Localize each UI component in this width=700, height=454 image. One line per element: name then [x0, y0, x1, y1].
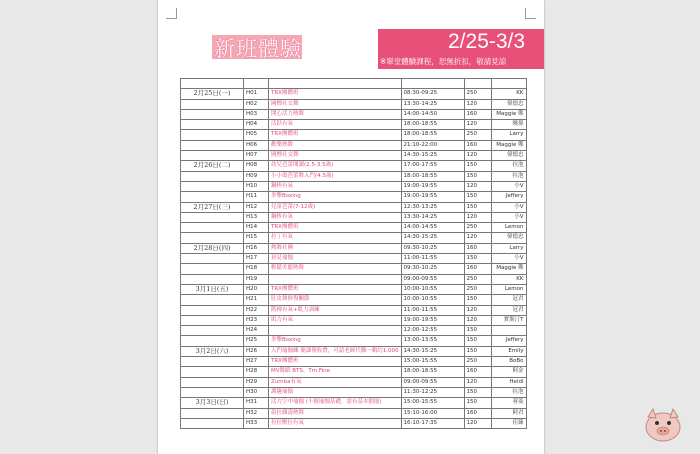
- table-row: [181, 192, 527, 202]
- date-cell: 2月28日(四): [181, 243, 244, 253]
- time-cell: 08:30-09:25: [401, 89, 464, 99]
- time-cell: 15:00-15:55: [401, 357, 464, 367]
- table-row: [181, 326, 527, 336]
- coach-cell: 偉德忠: [491, 151, 526, 161]
- time-cell: 13:30-14:25: [401, 99, 464, 109]
- date-cell: [181, 377, 244, 387]
- price-cell: 250: [464, 223, 491, 233]
- class-cell: 鋼棒有氧: [269, 212, 402, 222]
- price-cell: 160: [464, 408, 491, 418]
- price-cell: 120: [464, 151, 491, 161]
- class-cell: 兒童芭蕾(7-12歲): [269, 202, 402, 212]
- coach-cell: [491, 326, 526, 336]
- time-cell: 17:00-17:55: [401, 161, 464, 171]
- date-cell: 2月25日(一): [181, 89, 244, 99]
- coach-cell: 冠君: [491, 305, 526, 315]
- coach-cell: Jeffery: [491, 192, 526, 202]
- date-cell: 3月3日(日): [181, 398, 244, 408]
- class-cell: 國標社交舞: [269, 151, 402, 161]
- price-cell: 250: [464, 274, 491, 284]
- class-cell: [269, 274, 402, 284]
- date-cell: [181, 140, 244, 150]
- code-cell: H24: [244, 326, 269, 336]
- margin-corner-mark: [166, 8, 177, 19]
- class-cell: [269, 79, 402, 89]
- table-row: [181, 357, 527, 367]
- code-cell: H25: [244, 336, 269, 346]
- table-row: [181, 254, 527, 264]
- time-cell: 18:00-18:55: [401, 171, 464, 181]
- table-row: [181, 233, 527, 243]
- table-row: [181, 130, 527, 140]
- date-cell: [181, 408, 244, 418]
- table-row: [181, 295, 527, 305]
- date-cell: [181, 357, 244, 367]
- date-range: 2/25-3/3: [448, 30, 526, 53]
- code-cell: H30: [244, 387, 269, 397]
- code-cell: H19: [244, 274, 269, 284]
- date-cell: [181, 130, 244, 140]
- code-cell: H29: [244, 377, 269, 387]
- date-cell: 3月1日(五): [181, 284, 244, 294]
- price-cell: 120: [464, 181, 491, 191]
- date-cell: [181, 181, 244, 191]
- coach-cell: 實斯汀T: [491, 315, 526, 325]
- price-cell: 150: [464, 387, 491, 397]
- coach-cell: Emily: [491, 346, 526, 356]
- coach-cell: 冠君: [491, 295, 526, 305]
- code-cell: H14: [244, 223, 269, 233]
- time-cell: 09:30-10:25: [401, 243, 464, 253]
- margin-corner-mark: [525, 8, 536, 19]
- date-cell: [181, 264, 244, 274]
- code-cell: H04: [244, 120, 269, 130]
- time-cell: 13:30-14:25: [401, 212, 464, 222]
- class-cell: 輕鬆美麗熱舞: [269, 264, 402, 274]
- coach-cell: 拉泡: [491, 387, 526, 397]
- coach-cell: KK: [491, 89, 526, 99]
- date-cell: [181, 109, 244, 119]
- coach-cell: 偉德忠: [491, 233, 526, 243]
- date-cell: [181, 254, 244, 264]
- code-cell: H27: [244, 357, 269, 367]
- time-cell: [401, 79, 464, 89]
- table-row: [181, 398, 527, 408]
- class-cell: 小小鴿芭蕾舞入門(4.5歲): [269, 171, 402, 181]
- price-cell: [464, 79, 491, 89]
- code-cell: H07: [244, 151, 269, 161]
- code-cell: H31: [244, 398, 269, 408]
- time-cell: 18:00-18:55: [401, 367, 464, 377]
- coach-cell: 偉德忠: [491, 99, 526, 109]
- time-cell: 21:10-22:00: [401, 140, 464, 150]
- price-cell: 150: [464, 202, 491, 212]
- class-cell: 初見瑜伽: [269, 254, 402, 264]
- date-cell: [181, 305, 244, 315]
- code-cell: H33: [244, 418, 269, 428]
- code-cell: H10: [244, 181, 269, 191]
- time-cell: 12:00-12:55: [401, 326, 464, 336]
- price-cell: 150: [464, 346, 491, 356]
- class-cell: 熱舞社團: [269, 243, 402, 253]
- schedule-table: [180, 78, 527, 429]
- coach-cell: 曉偉: [491, 120, 526, 130]
- class-cell: 鋼棒有氧: [269, 181, 402, 191]
- coach-cell: 小V: [491, 202, 526, 212]
- code-cell: H12: [244, 202, 269, 212]
- coach-cell: Heidi: [491, 377, 526, 387]
- table-row: [181, 274, 527, 284]
- coach-cell: 佳臻: [491, 418, 526, 428]
- class-cell: 幼兒芭蕾閱讀(2.5-3.5歲): [269, 161, 402, 171]
- date-cell: 2月26日(二): [181, 161, 244, 171]
- time-cell: 14:30-15:25: [401, 346, 464, 356]
- document-title: 新班體驗: [214, 37, 302, 61]
- price-cell: 160: [464, 109, 491, 119]
- table-row: [181, 223, 527, 233]
- date-cell: [181, 274, 244, 284]
- date-cell: [181, 233, 244, 243]
- date-cell: [181, 315, 244, 325]
- code-cell: H20: [244, 284, 269, 294]
- time-cell: 15:10-16:00: [401, 408, 464, 418]
- coach-cell: 阿金: [491, 367, 526, 377]
- date-cell: [181, 99, 244, 109]
- date-cell: [181, 295, 244, 305]
- price-cell: 150: [464, 254, 491, 264]
- date-cell: [181, 120, 244, 130]
- price-cell: 120: [464, 315, 491, 325]
- class-cell: 入門瑜伽練 簡課僅收費，可請老師代購一顆約1,000: [269, 346, 402, 356]
- coach-cell: Larry: [491, 243, 526, 253]
- price-cell: 120: [464, 99, 491, 109]
- coach-cell: 拉泡: [491, 161, 526, 171]
- coach-cell: KK: [491, 274, 526, 284]
- table-row: [181, 181, 527, 191]
- date-cell: [181, 79, 244, 89]
- table-row: [181, 346, 527, 356]
- coach-cell: 小V: [491, 181, 526, 191]
- code-cell: H18: [244, 264, 269, 274]
- time-cell: 10:00-10:55: [401, 295, 464, 305]
- date-cell: [181, 387, 244, 397]
- code-cell: H16: [244, 243, 269, 253]
- class-cell: 歡樂熱舞: [269, 140, 402, 150]
- class-cell: 拳擊Boxing: [269, 192, 402, 202]
- class-cell: MV舞蹈 BTS、Tm Fine: [269, 367, 402, 377]
- class-cell: TRX團體班: [269, 284, 402, 294]
- table-row: [181, 367, 527, 377]
- price-cell: 120: [464, 305, 491, 315]
- table-row: [181, 99, 527, 109]
- table-row: [181, 377, 527, 387]
- table-row: [181, 284, 527, 294]
- table-row: [181, 109, 527, 119]
- class-cell: Zumba有氧: [269, 377, 402, 387]
- time-cell: 11:00-11:55: [401, 254, 464, 264]
- date-cell: [181, 326, 244, 336]
- coach-cell: BoBo: [491, 357, 526, 367]
- code-cell: H28: [244, 367, 269, 377]
- code-cell: H17: [244, 254, 269, 264]
- price-cell: 150: [464, 161, 491, 171]
- class-cell: TRX團體班: [269, 89, 402, 99]
- time-cell: 19:00-19:55: [401, 192, 464, 202]
- date-cell: [181, 367, 244, 377]
- coach-cell: Jeffery: [491, 336, 526, 346]
- code-cell: H08: [244, 161, 269, 171]
- class-cell: 拳擊Boxing: [269, 336, 402, 346]
- time-cell: 15:00-15:55: [401, 398, 464, 408]
- class-cell: TRX團體班: [269, 223, 402, 233]
- table-row: [181, 305, 527, 315]
- time-cell: 10:00-10:55: [401, 284, 464, 294]
- code-cell: H23: [244, 315, 269, 325]
- code-cell: H01: [244, 89, 269, 99]
- date-cell: [181, 418, 244, 428]
- coach-cell: Maggie 鄭: [491, 109, 526, 119]
- table-row: [181, 171, 527, 181]
- date-cell: [181, 223, 244, 233]
- coach-cell: 小V: [491, 212, 526, 222]
- table-row: [181, 408, 527, 418]
- price-cell: 250: [464, 89, 491, 99]
- table-row: [181, 315, 527, 325]
- class-cell: 階梯有氧+肌力訓練: [269, 305, 402, 315]
- table-row: [181, 336, 527, 346]
- time-cell: 19:00-19:55: [401, 315, 464, 325]
- coach-cell: 阿君: [491, 408, 526, 418]
- class-cell: 開心活力熱舞: [269, 109, 402, 119]
- coach-cell: Lemon: [491, 223, 526, 233]
- table-row: [181, 161, 527, 171]
- class-cell: 國標社交舞: [269, 99, 402, 109]
- code-cell: H32: [244, 408, 269, 418]
- code-cell: H06: [244, 140, 269, 150]
- table-row: [181, 89, 527, 99]
- pig-logo-icon: [640, 405, 686, 445]
- date-cell: [181, 192, 244, 202]
- class-cell: 街拉雜壽熱舞: [269, 408, 402, 418]
- date-cell: 3月2日(六): [181, 346, 244, 356]
- class-cell: TRX團體班: [269, 357, 402, 367]
- price-cell: 120: [464, 212, 491, 222]
- code-cell: H21: [244, 295, 269, 305]
- price-cell: 150: [464, 336, 491, 346]
- price-cell: 150: [464, 326, 491, 336]
- time-cell: 14:30-15:25: [401, 233, 464, 243]
- code-cell: H05: [244, 130, 269, 140]
- price-cell: 150: [464, 171, 491, 181]
- coach-cell: Larry: [491, 130, 526, 140]
- table-row: [181, 264, 527, 274]
- price-cell: 120: [464, 418, 491, 428]
- price-cell: 160: [464, 367, 491, 377]
- price-cell: 160: [464, 140, 491, 150]
- time-cell: 09:00-09:55: [401, 274, 464, 284]
- time-cell: 12:30-13:25: [401, 202, 464, 212]
- price-cell: 160: [464, 264, 491, 274]
- code-cell: H11: [244, 192, 269, 202]
- date-cell: 2月27日(三): [181, 202, 244, 212]
- time-cell: 11:30-12:25: [401, 387, 464, 397]
- price-cell: 250: [464, 130, 491, 140]
- time-cell: 11:00-11:55: [401, 305, 464, 315]
- discount-note: ※單堂體驗課程，恕無折扣，敬請見諒: [380, 57, 507, 66]
- class-cell: 活跃有氧: [269, 120, 402, 130]
- date-cell: [181, 212, 244, 222]
- code-cell: H09: [244, 171, 269, 181]
- date-cell: [181, 171, 244, 181]
- class-cell: 拉丁有氧: [269, 233, 402, 243]
- table-row: [181, 151, 527, 161]
- code-cell: H03: [244, 109, 269, 119]
- class-cell: 肌力有氧: [269, 315, 402, 325]
- price-cell: 250: [464, 284, 491, 294]
- class-cell: [269, 326, 402, 336]
- time-cell: 13:00-13:55: [401, 336, 464, 346]
- time-cell: 16:10-17:35: [401, 418, 464, 428]
- class-cell: 護趣瑜伽: [269, 387, 402, 397]
- code-cell: H02: [244, 99, 269, 109]
- price-cell: 150: [464, 398, 491, 408]
- class-cell: 肚皮舞修復關節: [269, 295, 402, 305]
- table-row: [181, 387, 527, 397]
- coach-cell: Lemon: [491, 284, 526, 294]
- table-row: [181, 243, 527, 253]
- code-cell: H15: [244, 233, 269, 243]
- coach-cell: [491, 79, 526, 89]
- table-row: [181, 202, 527, 212]
- code-cell: [244, 79, 269, 89]
- coach-cell: 拉泡: [491, 171, 526, 181]
- code-cell: H13: [244, 212, 269, 222]
- price-cell: 150: [464, 192, 491, 202]
- time-cell: 14:30-15:25: [401, 151, 464, 161]
- time-cell: 09:00-09:55: [401, 377, 464, 387]
- coach-cell: 蓉菱: [491, 398, 526, 408]
- price-cell: 150: [464, 295, 491, 305]
- time-cell: 18:00-18:55: [401, 130, 464, 140]
- price-cell: 120: [464, 233, 491, 243]
- time-cell: 14:00-14:55: [401, 223, 464, 233]
- time-cell: 18:00-18:55: [401, 120, 464, 130]
- coach-cell: Maggie 鄭: [491, 264, 526, 274]
- class-cell: TRX團體班: [269, 130, 402, 140]
- code-cell: H22: [244, 305, 269, 315]
- table-row: [181, 418, 527, 428]
- date-cell: [181, 151, 244, 161]
- document-page: [158, 0, 544, 454]
- table-row: [181, 140, 527, 150]
- code-cell: H26: [244, 346, 269, 356]
- date-cell: [181, 336, 244, 346]
- price-cell: 250: [464, 357, 491, 367]
- time-cell: 19:00-19:55: [401, 181, 464, 191]
- class-cell: 活力空中瑜伽 (不擅瑜伽基礎，需有基本動能): [269, 398, 402, 408]
- table-row: [181, 212, 527, 222]
- time-cell: 09:30-10:25: [401, 264, 464, 274]
- price-cell: 120: [464, 120, 491, 130]
- class-cell: 拉拉壓拉有氧: [269, 418, 402, 428]
- table-row: [181, 79, 527, 89]
- price-cell: 120: [464, 377, 491, 387]
- time-cell: 14:00-14:50: [401, 109, 464, 119]
- table-row: [181, 120, 527, 130]
- price-cell: 160: [464, 243, 491, 253]
- coach-cell: 小V: [491, 254, 526, 264]
- coach-cell: Maggie 鄭: [491, 140, 526, 150]
